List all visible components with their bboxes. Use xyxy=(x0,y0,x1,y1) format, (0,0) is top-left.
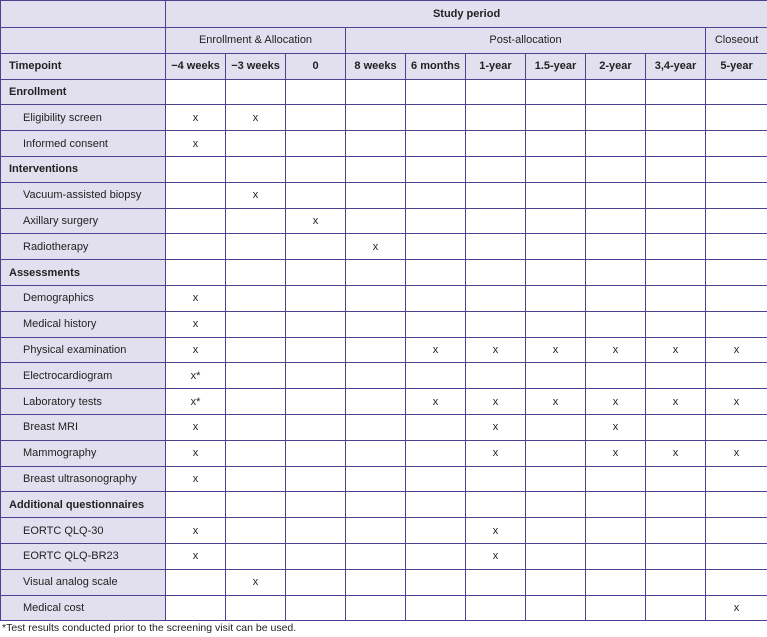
schedule-cell xyxy=(406,518,466,544)
timepoint-header: −3 weeks xyxy=(226,53,286,79)
schedule-cell xyxy=(466,311,526,337)
schedule-cell xyxy=(586,363,646,389)
schedule-cell: x xyxy=(166,311,226,337)
table-row xyxy=(1,337,767,363)
schedule-cell xyxy=(226,131,286,157)
schedule-cell xyxy=(226,492,286,518)
row-label: Informed consent xyxy=(1,131,166,157)
table-row xyxy=(1,466,767,492)
schedule-cell xyxy=(346,79,406,105)
section-label: Assessments xyxy=(1,260,166,286)
schedule-cell xyxy=(406,414,466,440)
schedule-cell xyxy=(646,569,706,595)
schedule-cell xyxy=(586,182,646,208)
schedule-cell xyxy=(526,105,586,131)
section-label: Additional questionnaires xyxy=(1,492,166,518)
schedule-cell xyxy=(586,285,646,311)
schedule-cell xyxy=(286,440,346,466)
schedule-cell: x xyxy=(586,414,646,440)
schedule-cell xyxy=(706,234,767,260)
schedule-cell xyxy=(706,492,767,518)
schedule-cell xyxy=(646,492,706,518)
schedule-cell xyxy=(166,156,226,182)
table-row xyxy=(1,414,767,440)
schedule-cell xyxy=(646,105,706,131)
schedule-cell xyxy=(286,543,346,569)
schedule-cell xyxy=(706,363,767,389)
header-empty-cell xyxy=(1,1,166,28)
schedule-cell xyxy=(406,285,466,311)
schedule-cell xyxy=(706,285,767,311)
schedule-cell xyxy=(466,79,526,105)
header-row-phases xyxy=(1,28,767,54)
schedule-cell xyxy=(466,182,526,208)
schedule-cell xyxy=(706,131,767,157)
table-row xyxy=(1,208,767,234)
schedule-cell xyxy=(526,182,586,208)
row-label: Breast MRI xyxy=(1,414,166,440)
schedule-cell: x xyxy=(586,389,646,415)
timepoint-header: 6 months xyxy=(406,53,466,79)
schedule-cell xyxy=(346,363,406,389)
schedule-cell xyxy=(166,234,226,260)
schedule-cell xyxy=(286,234,346,260)
schedule-cell xyxy=(646,182,706,208)
timepoint-header: 1-year xyxy=(466,53,526,79)
schedule-cell xyxy=(586,311,646,337)
schedule-cell: x* xyxy=(166,363,226,389)
schedule-cell: x xyxy=(226,569,286,595)
schedule-cell xyxy=(226,363,286,389)
schedule-cell xyxy=(646,363,706,389)
section-row xyxy=(1,156,767,182)
schedule-cell xyxy=(466,260,526,286)
schedule-cell xyxy=(586,234,646,260)
schedule-cell xyxy=(466,208,526,234)
schedule-cell xyxy=(406,440,466,466)
schedule-cell xyxy=(706,182,767,208)
row-label: Vacuum-assisted biopsy xyxy=(1,182,166,208)
schedule-cell xyxy=(526,285,586,311)
schedule-cell xyxy=(526,208,586,234)
schedule-cell xyxy=(526,234,586,260)
schedule-cell xyxy=(526,79,586,105)
schedule-cell xyxy=(286,518,346,544)
schedule-cell xyxy=(706,79,767,105)
schedule-cell: x xyxy=(406,337,466,363)
schedule-cell xyxy=(226,543,286,569)
schedule-cell xyxy=(526,440,586,466)
schedule-cell xyxy=(526,414,586,440)
schedule-cell xyxy=(406,79,466,105)
schedule-cell: x xyxy=(226,105,286,131)
schedule-cell xyxy=(286,131,346,157)
schedule-cell xyxy=(406,466,466,492)
table-row xyxy=(1,543,767,569)
schedule-cell xyxy=(466,156,526,182)
schedule-cell xyxy=(286,285,346,311)
schedule-cell xyxy=(226,518,286,544)
schedule-cell xyxy=(166,595,226,621)
timepoint-header: 2-year xyxy=(586,53,646,79)
phase-post-allocation: Post-allocation xyxy=(346,28,706,54)
schedule-cell xyxy=(346,285,406,311)
table-row xyxy=(1,234,767,260)
schedule-cell xyxy=(526,466,586,492)
schedule-cell: x xyxy=(586,337,646,363)
schedule-cell xyxy=(226,311,286,337)
schedule-cell xyxy=(226,156,286,182)
schedule-cell xyxy=(226,440,286,466)
schedule-cell xyxy=(646,285,706,311)
section-label: Interventions xyxy=(1,156,166,182)
schedule-cell xyxy=(706,311,767,337)
schedule-cell xyxy=(346,466,406,492)
footnote: *Test results conducted prior to the screening visit can be used. xyxy=(2,622,297,634)
schedule-cell xyxy=(406,543,466,569)
schedule-cell xyxy=(526,543,586,569)
header-row-study-period xyxy=(1,1,767,28)
schedule-cell xyxy=(706,414,767,440)
schedule-cell xyxy=(586,260,646,286)
schedule-cell xyxy=(646,156,706,182)
header-empty-cell xyxy=(1,28,166,54)
table-row xyxy=(1,105,767,131)
schedule-cell xyxy=(646,131,706,157)
schedule-cell: x xyxy=(166,414,226,440)
schedule-cell xyxy=(466,492,526,518)
schedule-cell xyxy=(346,260,406,286)
schedule-cell: x xyxy=(346,234,406,260)
section-row xyxy=(1,492,767,518)
schedule-cell xyxy=(286,79,346,105)
schedule-cell xyxy=(346,131,406,157)
schedule-cell xyxy=(286,569,346,595)
table-row xyxy=(1,518,767,544)
schedule-cell: x xyxy=(166,285,226,311)
schedule-cell: x xyxy=(166,466,226,492)
section-label: Enrollment xyxy=(1,79,166,105)
schedule-cell xyxy=(406,182,466,208)
schedule-cell xyxy=(286,492,346,518)
schedule-cell xyxy=(646,234,706,260)
timepoint-header: 0 xyxy=(286,53,346,79)
schedule-cell xyxy=(466,569,526,595)
schedule-cell xyxy=(706,543,767,569)
schedule-cell: x xyxy=(466,440,526,466)
schedule-cell xyxy=(226,414,286,440)
schedule-cell xyxy=(586,518,646,544)
schedule-cell: x xyxy=(466,389,526,415)
schedule-cell xyxy=(526,492,586,518)
row-label: Demographics xyxy=(1,285,166,311)
schedule-cell: x xyxy=(706,595,767,621)
table-row xyxy=(1,285,767,311)
schedule-cell xyxy=(706,518,767,544)
schedule-cell: x xyxy=(466,543,526,569)
schedule-cell xyxy=(406,595,466,621)
row-label: Medical history xyxy=(1,311,166,337)
schedule-cell xyxy=(526,131,586,157)
schedule-cell: x xyxy=(706,440,767,466)
schedule-cell xyxy=(346,311,406,337)
schedule-cell xyxy=(346,337,406,363)
row-label: Axillary surgery xyxy=(1,208,166,234)
schedule-cell xyxy=(466,595,526,621)
schedule-cell xyxy=(706,105,767,131)
schedule-cell xyxy=(526,595,586,621)
schedule-cell xyxy=(406,363,466,389)
schedule-cell xyxy=(466,105,526,131)
schedule-cell xyxy=(526,518,586,544)
schedule-cell xyxy=(406,131,466,157)
schedule-cell xyxy=(346,389,406,415)
schedule-cell xyxy=(646,543,706,569)
schedule-cell: x xyxy=(166,105,226,131)
table-row xyxy=(1,595,767,621)
table-row xyxy=(1,131,767,157)
schedule-cell: x xyxy=(526,337,586,363)
timepoint-header: −4 weeks xyxy=(166,53,226,79)
schedule-cell xyxy=(166,492,226,518)
schedule-cell xyxy=(286,156,346,182)
schedule-cell xyxy=(286,389,346,415)
timepoint-header: 1.5-year xyxy=(526,53,586,79)
table-row xyxy=(1,311,767,337)
schedule-cell xyxy=(526,311,586,337)
schedule-cell xyxy=(226,79,286,105)
row-label: Mammography xyxy=(1,440,166,466)
schedule-cell xyxy=(286,182,346,208)
header-row-timepoints xyxy=(1,53,767,79)
table-row xyxy=(1,389,767,415)
schedule-cell xyxy=(586,105,646,131)
schedule-cell xyxy=(586,492,646,518)
schedule-cell xyxy=(286,363,346,389)
schedule-cell: x xyxy=(166,440,226,466)
schedule-cell xyxy=(646,518,706,544)
schedule-cell xyxy=(226,337,286,363)
row-label: EORTC QLQ-BR23 xyxy=(1,543,166,569)
schedule-cell: x xyxy=(166,518,226,544)
schedule-cell xyxy=(286,414,346,440)
schedule-cell xyxy=(706,156,767,182)
schedule-cell xyxy=(406,105,466,131)
phase-enrollment-allocation: Enrollment & Allocation xyxy=(166,28,346,54)
schedule-cell: x xyxy=(706,389,767,415)
schedule-cell xyxy=(646,208,706,234)
schedule-cell xyxy=(226,466,286,492)
schedule-cell xyxy=(346,518,406,544)
schedule-cell xyxy=(286,595,346,621)
schedule-cell xyxy=(406,311,466,337)
schedule-cell: x xyxy=(526,389,586,415)
schedule-cell xyxy=(286,311,346,337)
schedule-cell: x xyxy=(466,337,526,363)
schedule-cell xyxy=(346,182,406,208)
schedule-cell xyxy=(346,543,406,569)
schedule-cell xyxy=(466,285,526,311)
schedule-cell xyxy=(346,208,406,234)
schedule-cell xyxy=(346,595,406,621)
schedule-cell xyxy=(586,156,646,182)
row-label: Laboratory tests xyxy=(1,389,166,415)
schedule-cell xyxy=(466,466,526,492)
table-row xyxy=(1,569,767,595)
schedule-cell xyxy=(466,363,526,389)
row-label: Eligibility screen xyxy=(1,105,166,131)
schedule-cell xyxy=(586,466,646,492)
schedule-cell xyxy=(586,79,646,105)
schedule-cell xyxy=(406,156,466,182)
schedule-cell xyxy=(706,260,767,286)
schedule-cell xyxy=(406,208,466,234)
schedule-cell xyxy=(346,492,406,518)
schedule-cell xyxy=(646,311,706,337)
schedule-cell xyxy=(466,131,526,157)
schedule-cell: x xyxy=(226,182,286,208)
schedule-cell: x xyxy=(646,440,706,466)
schedule-cell xyxy=(226,595,286,621)
schedule-cell xyxy=(346,105,406,131)
schedule-cell xyxy=(586,595,646,621)
study-period-heading: Study period xyxy=(166,1,767,28)
table-row xyxy=(1,440,767,466)
schedule-cell xyxy=(406,234,466,260)
row-label: Medical cost xyxy=(1,595,166,621)
timepoint-label: Timepoint xyxy=(1,53,166,79)
schedule-cell xyxy=(286,466,346,492)
section-row xyxy=(1,260,767,286)
schedule-cell xyxy=(346,440,406,466)
schedule-cell xyxy=(346,569,406,595)
schedule-cell xyxy=(166,569,226,595)
schedule-cell: x xyxy=(646,337,706,363)
schedule-cell xyxy=(706,208,767,234)
schedule-cell xyxy=(226,285,286,311)
schedule-cell xyxy=(706,466,767,492)
schedule-cell xyxy=(406,492,466,518)
timepoint-header: 8 weeks xyxy=(346,53,406,79)
table-row xyxy=(1,182,767,208)
schedule-cell xyxy=(586,208,646,234)
section-row xyxy=(1,79,767,105)
schedule-cell xyxy=(646,79,706,105)
schedule-cell: x xyxy=(466,518,526,544)
schedule-cell: x* xyxy=(166,389,226,415)
phase-closeout: Closeout xyxy=(706,28,767,54)
schedule-cell xyxy=(226,389,286,415)
schedule-cell xyxy=(226,260,286,286)
schedule-cell xyxy=(166,182,226,208)
schedule-cell xyxy=(286,337,346,363)
schedule-cell xyxy=(526,569,586,595)
schedule-cell xyxy=(226,234,286,260)
schedule-cell xyxy=(286,260,346,286)
schedule-cell xyxy=(406,260,466,286)
row-label: Electrocardiogram xyxy=(1,363,166,389)
row-label: Visual analog scale xyxy=(1,569,166,595)
schedule-cell xyxy=(526,156,586,182)
schedule-cell xyxy=(226,208,286,234)
schedule-cell xyxy=(406,569,466,595)
schedule-cell: x xyxy=(586,440,646,466)
row-label: Radiotherapy xyxy=(1,234,166,260)
schedule-cell xyxy=(526,363,586,389)
schedule-cell xyxy=(166,79,226,105)
row-label: EORTC QLQ-30 xyxy=(1,518,166,544)
schedule-cell xyxy=(526,260,586,286)
schedule-cell xyxy=(346,156,406,182)
table-row xyxy=(1,363,767,389)
schedule-cell: x xyxy=(166,337,226,363)
schedule-cell xyxy=(166,208,226,234)
schedule-cell xyxy=(586,131,646,157)
schedule-cell xyxy=(646,414,706,440)
timepoint-header: 5-year xyxy=(706,53,767,79)
schedule-cell xyxy=(586,569,646,595)
schedule-cell xyxy=(646,466,706,492)
schedule-cell: x xyxy=(286,208,346,234)
schedule-cell xyxy=(286,105,346,131)
schedule-cell xyxy=(646,260,706,286)
row-label: Physical examination xyxy=(1,337,166,363)
schedule-cell: x xyxy=(646,389,706,415)
schedule-cell xyxy=(346,414,406,440)
schedule-cell: x xyxy=(406,389,466,415)
schedule-cell: x xyxy=(706,337,767,363)
timepoint-header: 3,4-year xyxy=(646,53,706,79)
schedule-cell: x xyxy=(466,414,526,440)
schedule-cell xyxy=(466,234,526,260)
schedule-cell: x xyxy=(166,131,226,157)
schedule-cell xyxy=(166,260,226,286)
schedule-cell xyxy=(586,543,646,569)
row-label: Breast ultrasonography xyxy=(1,466,166,492)
schedule-cell: x xyxy=(166,543,226,569)
schedule-cell xyxy=(646,595,706,621)
schedule-cell xyxy=(706,569,767,595)
